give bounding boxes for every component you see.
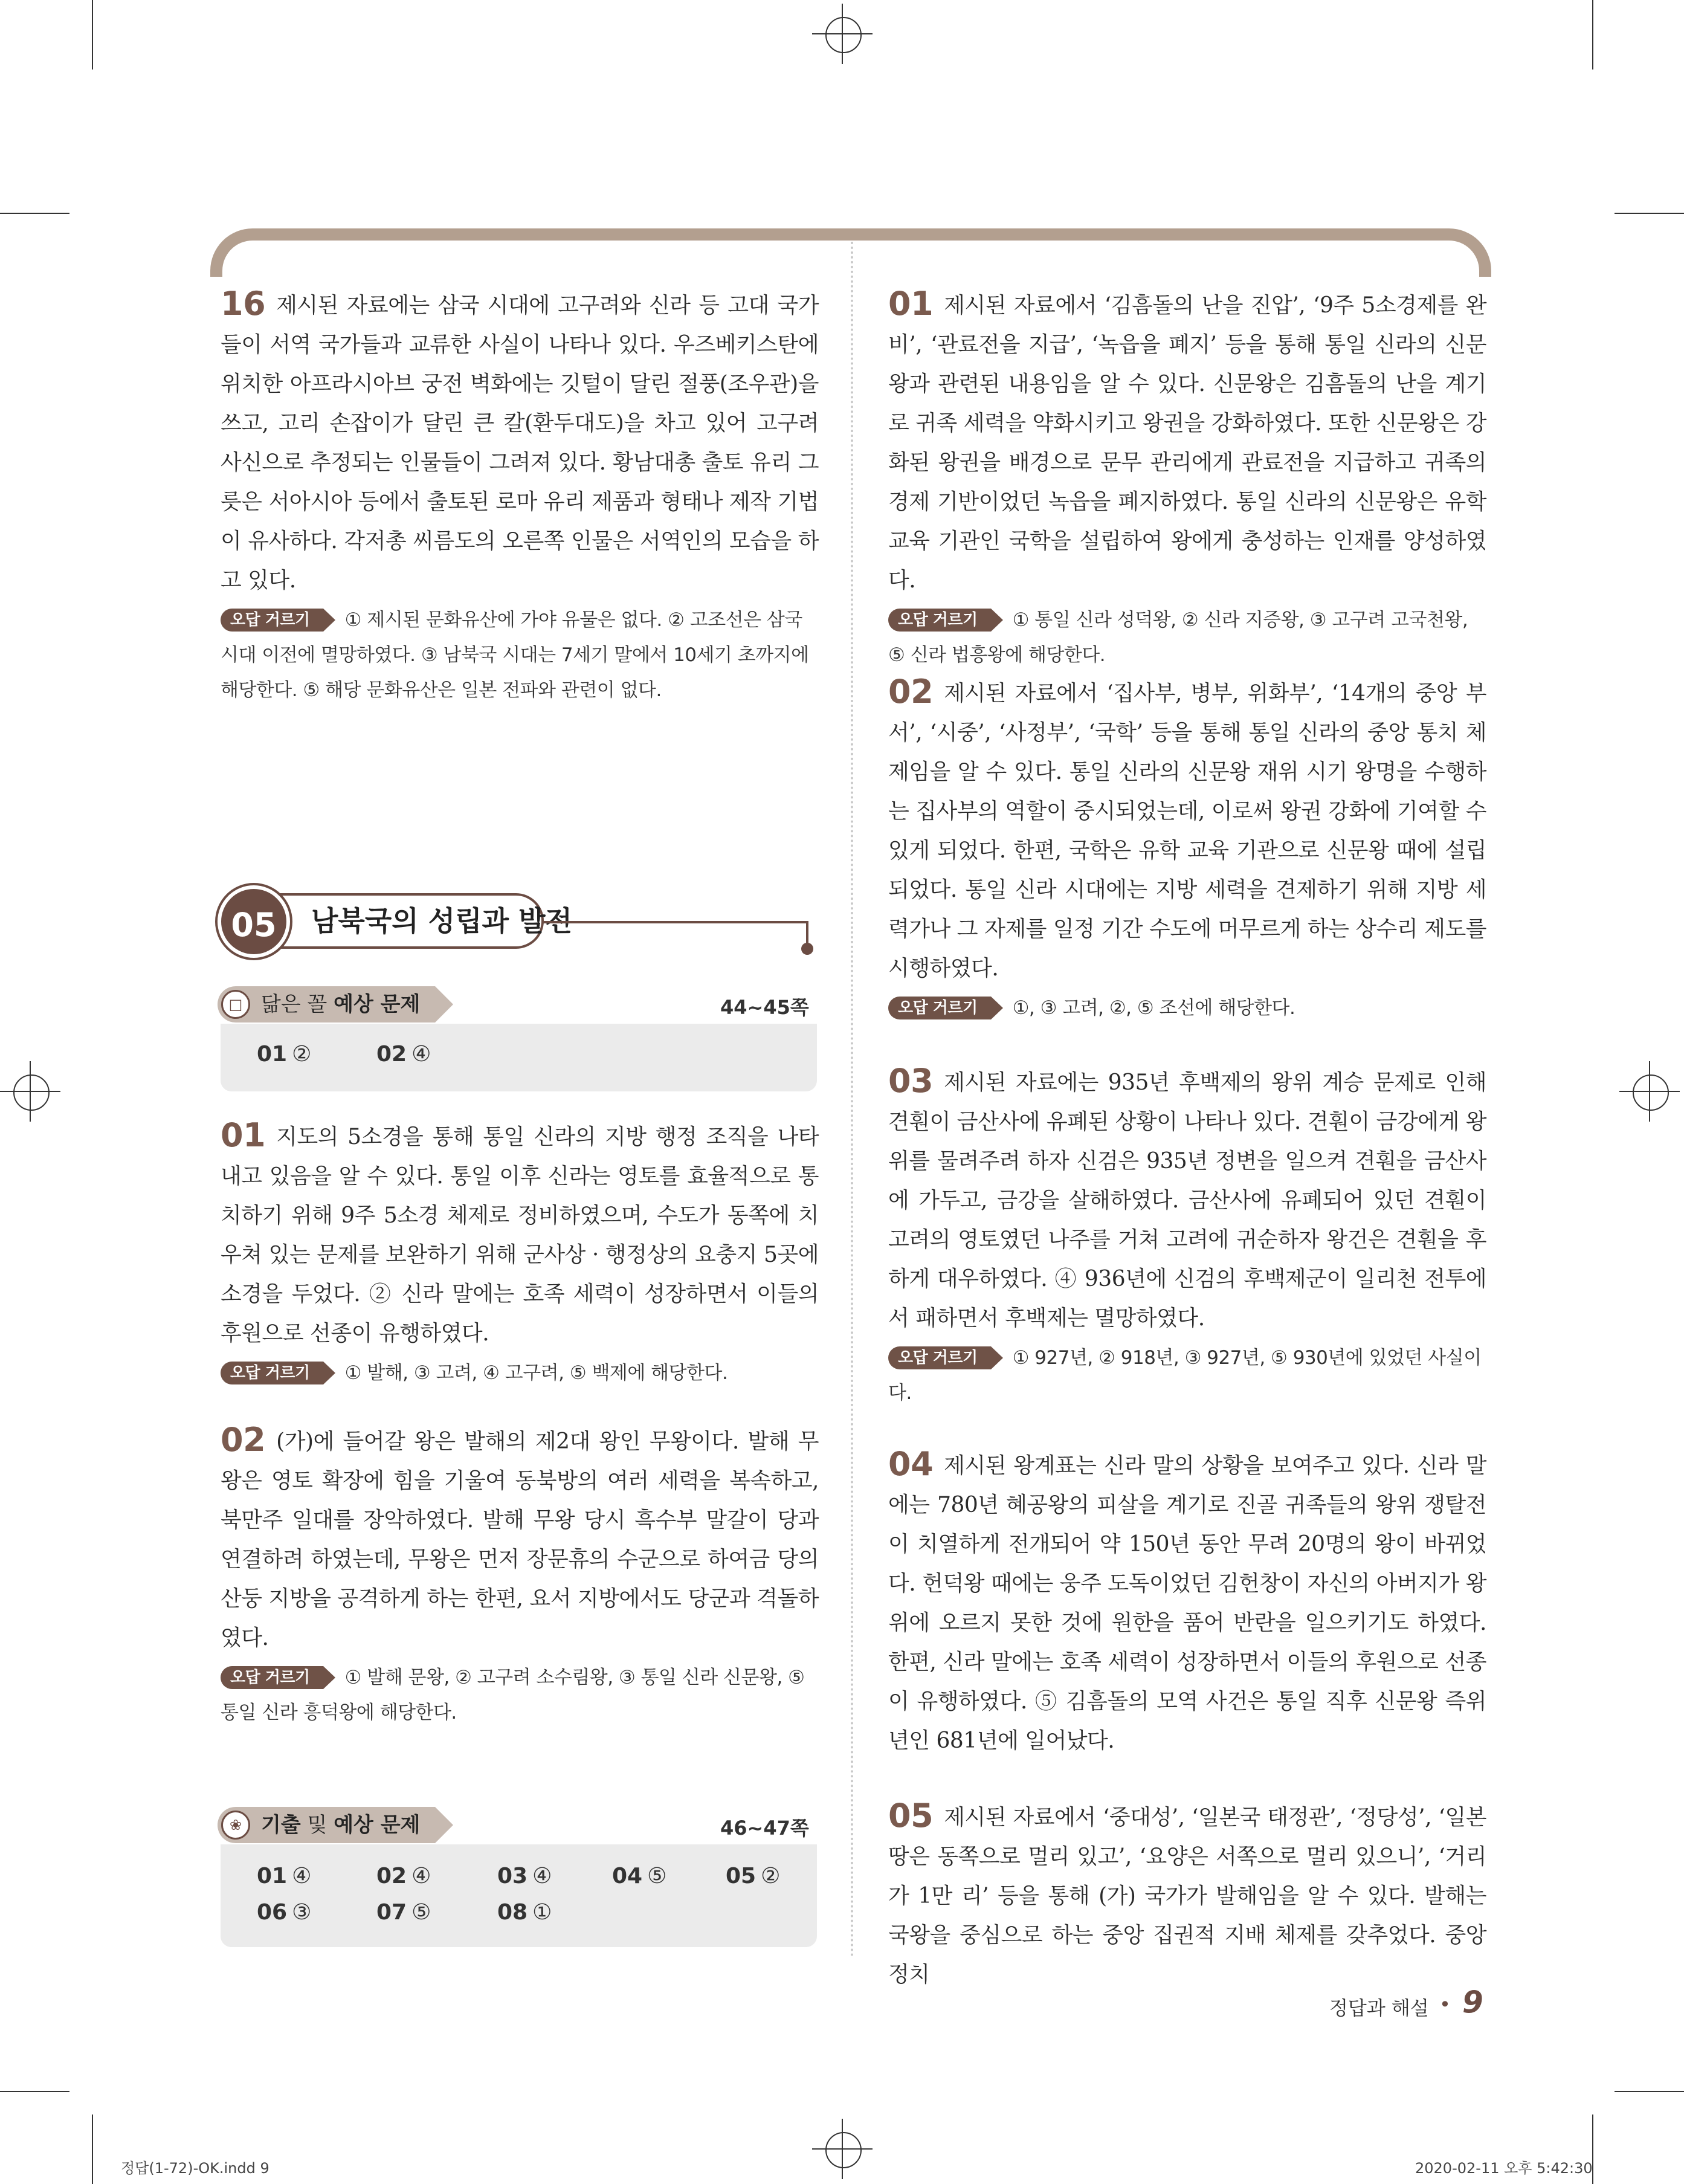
right-question-01 (888, 284, 1486, 673)
subheader-exam-problems: ❀ 기출 및 예상 문제 (218, 1807, 435, 1843)
footer-label: 정답과 해설 (1329, 1997, 1429, 2020)
wrong-answer-note (888, 990, 1486, 1026)
note-badge: 오답 거르기 (221, 1666, 323, 1689)
explanation-paragraph (888, 672, 1486, 988)
subheader-prefix: 기출 (261, 1813, 301, 1837)
answer-item: 01 ④ (257, 1864, 312, 1888)
answer-item: 08 ① (497, 1900, 552, 1925)
answer-item: 06 ③ (257, 1900, 312, 1925)
question-number: 16 (221, 285, 266, 323)
explanation-text: 제시된 자료에서 ‘중대성’, ‘일본국 태정관’, ‘정당성’, ‘일본 땅은 동쪽으로 멀리 있고’, ‘요양은 서쪽으로 멀리 있으니’, ‘거리가 1만 리’ 등을 통해 (가) 국가가 발해임을 알 수 있다. 발해는 국왕을 중심으로 하는 중앙 집권적 지배 체제를 갖추었다. 중앙 정치 (888, 1805, 1486, 1987)
crop-mark (1615, 213, 1684, 214)
footer-bullet: • (1439, 1993, 1451, 2016)
note-text: ①, ③ 고려, ②, ⑤ 조선에 해당한다. (1012, 997, 1295, 1019)
explanation-paragraph (888, 1061, 1486, 1338)
answer-item: 03 ④ (497, 1864, 552, 1888)
explanation-text: (가)에 들어갈 왕은 발해의 제2대 왕인 무왕이다. 발해 무왕은 영토 확장에 힘을 기울여 동북방의 여러 세력을 복속하고, 북만주 일대를 장악하였다. 발해 무왕 당시 흑수부 말갈이 당과 연결하려 하였는데, 무왕은 먼저 장문휴의 수군으로 하여금 당의 산둥 지방을 공격하게 하는 한편, 요서 지방에서도 당군과 격돌하였다. (221, 1429, 819, 1650)
note-badge: 오답 거르기 (888, 1346, 991, 1369)
left-question-16 (221, 284, 819, 708)
question-number: 04 (888, 1445, 934, 1483)
explanation-text: 지도의 5소경을 통해 통일 신라의 지방 행정 조직을 나타내고 있음을 알 수 있다. 통일 이후 신라는 영토를 효율적으로 통치하기 위해 9주 5소경 체제로 정비하였으며, 수도가 동쪽에 치우쳐 있는 문제를 보완하기 위해 군사상 · 행정상의 요충지 5곳에 소경을 두었다. ② 신라 말에는 호족 세력이 성장하면서 이들의 후원으로 선종이 유행하였다. (221, 1125, 819, 1346)
explanation-paragraph (221, 1116, 819, 1353)
left-question-02 (221, 1420, 819, 1730)
explanation-text: 제시된 자료에서 ‘김흠돌의 난을 진압’, ‘9주 5소경제를 완비’, ‘관료전을 지급’, ‘녹읍을 폐지’ 등을 통해 통일 신라의 신문왕과 관련된 내용임을 알 수 있다. 신문왕은 김흠돌의 난을 계기로 귀족 세력을 약화시키고 왕권을 강화하였다. 또한 신문왕은 강화된 왕권을 배경으로 문무 관리에게 관료전을 지급하고 귀족의 경제 기반이었던 녹읍을 폐지하였다. 통일 신라의 신문왕은 유학 교육 기관인 국학을 설립하여 왕에게 충성하는 인재를 양성하였다. (888, 293, 1486, 593)
section-title: 남북국의 성립과 발전 (311, 905, 572, 937)
wrong-answer-note (221, 603, 819, 708)
note-text: ① 통일 신라 성덕왕, ② 신라 지증왕, ③ 고구려 고국천왕, ⑤ 신라 법흥왕에 해당한다. (888, 609, 1468, 666)
section-rule (543, 921, 808, 923)
note-text: ① 발해, ③ 고려, ④ 고구려, ⑤ 백제에 해당한다. (344, 1362, 728, 1384)
answer-item: 01 ② (257, 1042, 312, 1067)
explanation-text: 제시된 자료에는 삼국 시대에 고구려와 신라 등 고대 국가들이 서역 국가들과 교류한 사실이 나타나 있다. 우즈베키스탄에 위치한 아프라시아브 궁전 벽화에는 깃털이 달린 절풍(조우관)을 쓰고, 고리 손잡이가 달린 큰 칼(환두대도)을 차고 있어 고구려 사신으로 추정되는 인물들이 그려져 있다. 황남대총 출토 유리 그릇은 서아시아 등에서 출토된 로마 유리 제품과 형태나 제작 기법이 유사하다. 각저총 씨름도의 오른쪽 인물은 서역인의 모습을 하고 있다. (221, 293, 819, 593)
question-number: 01 (888, 285, 934, 323)
explanation-paragraph (221, 1420, 819, 1658)
right-question-02 (888, 672, 1486, 1026)
explanation-text: 제시된 자료에서 ‘집사부, 병부, 위화부’, ‘14개의 중앙 부서’, ‘시중’, ‘사정부’, ‘국학’ 등을 통해 통일 신라의 중앙 통치 체제임을 알 수 있다. 통일 신라의 신문왕 재위 시기 왕명을 수행하는 집사부의 역할이 중시되었는데, 이로써 왕권 강화에 기여할 수 있게 되었다. 한편, 국학은 유학 교육 기관으로 신문왕 때에 설립되었다. 통일 신라 시대에는 지방 세력을 견제하기 위해 지방 세력가나 그 자제를 일정 기간 수도에 머무르게 하는 상수리 제도를 시행하였다. (888, 681, 1486, 981)
subheader-title: 예상 문제 (334, 992, 421, 1016)
answer-item: 02 ④ (376, 1042, 431, 1067)
explanation-paragraph (221, 284, 819, 600)
answer-box (221, 1844, 817, 1947)
slug-filename: 정답(1-72)-OK.indd 9 (121, 2160, 269, 2177)
answer-item: 04 ⑤ (612, 1864, 667, 1888)
answer-box (221, 1024, 817, 1091)
wrong-answer-note (888, 603, 1486, 673)
slug-timestamp: 2020-02-11 오후 5:42:30 (1415, 2160, 1593, 2177)
explanation-text: 제시된 자료에는 935년 후백제의 왕위 계승 문제로 인해 견훤이 금산사에 유폐된 상황이 나타나 있다. 견훤이 금강에게 왕위를 물려주려 하자 신검은 935년 정변을 일으켜 견훤을 금산사에 가두고, 금강을 살해하였다. 금산사에 유폐되어 있던 견훤이 고려의 영토였던 나주를 거쳐 고려에 귀순하자 왕건은 견훤을 후하게 대우하였다. ④ 936년에 신검의 후백제군이 일리천 전투에서 패하면서 후백제는 멸망하였다. (888, 1070, 1486, 1331)
crop-mark (92, 0, 93, 69)
note-text: ① 발해 문왕, ② 고구려 소수림왕, ③ 통일 신라 신문왕, ⑤ 통일 신라 흥덕왕에 해당한다. (221, 1667, 805, 1724)
note-badge: 오답 거르기 (221, 1362, 323, 1384)
note-text: ① 제시된 문화유산에 가야 유물은 없다. ② 고조선은 삼국 시대 이전에 멸망하였다. ③ 남북국 시대는 7세기 말에서 10세기 초까지에 해당한다. ⑤ 해당 문화유산은 일본 전파와 관련이 없다. (221, 609, 809, 701)
section-number: 05 (218, 885, 290, 958)
column-divider (851, 242, 853, 1958)
question-number: 02 (888, 673, 934, 711)
note-badge: 오답 거르기 (888, 609, 991, 632)
page-range: 44~45쪽 (720, 996, 809, 1019)
left-question-01 (221, 1116, 819, 1391)
answer-item: 02 ④ (376, 1864, 431, 1888)
right-question-05 (888, 1796, 1486, 1994)
wrong-answer-note (221, 1660, 819, 1730)
registration-mark (0, 1061, 60, 1122)
page-range: 46~47쪽 (720, 1817, 809, 1840)
answer-item: 07 ⑤ (376, 1900, 431, 1925)
leaf-icon: ❀ (221, 1811, 250, 1840)
subheader-prefix: 닮은 꼴 (261, 992, 327, 1016)
question-number: 02 (221, 1421, 266, 1459)
question-number: 01 (221, 1116, 266, 1154)
crop-mark (0, 213, 69, 214)
book-icon: □ (221, 990, 250, 1019)
note-badge: 오답 거르기 (888, 997, 991, 1019)
question-number: 03 (888, 1062, 934, 1100)
subheader-title: 예상 문제 (334, 1813, 421, 1837)
registration-mark (1619, 1061, 1680, 1122)
right-question-03 (888, 1061, 1486, 1410)
crop-mark (1615, 2091, 1684, 2092)
right-question-04 (888, 1444, 1486, 1760)
registration-mark (812, 4, 873, 64)
registration-mark (812, 2119, 873, 2179)
answer-item: 05 ② (726, 1864, 781, 1888)
wrong-answer-note (221, 1355, 819, 1391)
note-badge: 오답 거르기 (221, 609, 323, 632)
section-rule-dot (801, 943, 813, 955)
crop-mark (92, 2115, 93, 2184)
subheader-similar-problems (218, 986, 435, 1023)
question-number: 05 (888, 1797, 934, 1835)
explanation-paragraph (888, 1444, 1486, 1760)
wrong-answer-note (888, 1340, 1486, 1410)
explanation-paragraph (888, 284, 1486, 600)
crop-mark (1592, 0, 1593, 69)
explanation-paragraph (888, 1796, 1486, 1994)
crop-mark (0, 2091, 69, 2092)
page-number: 9 (1462, 1985, 1483, 2020)
explanation-text: 제시된 왕계표는 신라 말의 상황을 보여주고 있다. 신라 말에는 780년 혜공왕의 피살을 계기로 진골 귀족들의 왕위 쟁탈전이 치열하게 전개되어 약 150년 동안 무려 20명의 왕이 바뀌었다. 헌덕왕 때에는 웅주 도독이었던 김헌창이 자신의 아버지가 왕위에 오르지 못한 것에 원한을 품어 반란을 일으키기도 하였다. 한편, 신라 말에는 호족 세력이 성장하면서 이들의 후원으로 선종이 유행하였다. ⑤ 김흠돌의 모역 사건은 통일 직후 신문왕 즉위년인 681년에 일어났다. (888, 1453, 1486, 1753)
note-text: ① 927년, ② 918년, ③ 927년, ⑤ 930년에 있었던 사실이다. (888, 1347, 1482, 1404)
